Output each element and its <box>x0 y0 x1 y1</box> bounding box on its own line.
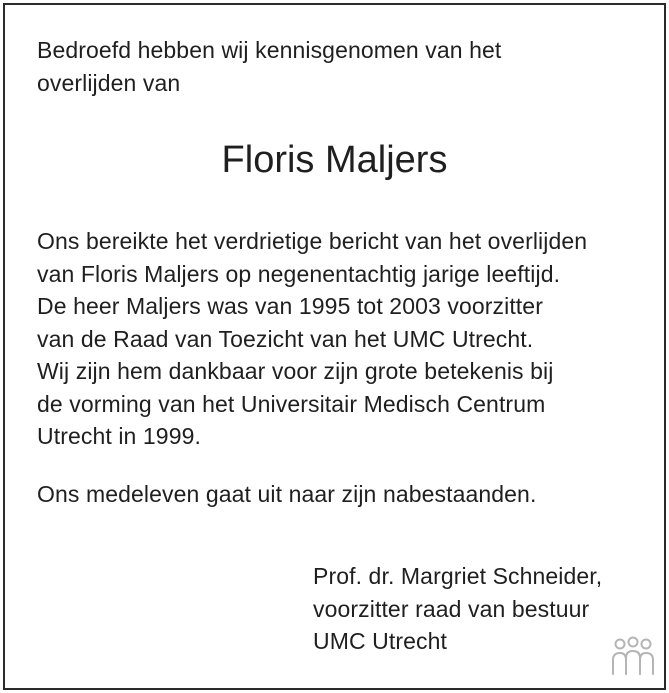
body-line: van de Raad van Toezicht van het UMC Utrecht. <box>37 325 534 352</box>
body-line: van Floris Maljers op negenentachtig jarige leeftijd. <box>37 260 561 287</box>
people-group-icon <box>610 636 656 678</box>
signature-block <box>313 560 653 658</box>
intro-line: overlijden van <box>37 69 181 96</box>
deceased-name: Floris Maljers <box>221 139 448 181</box>
signature-line: voorzitter raad van bestuur <box>313 595 590 622</box>
intro-text <box>37 34 637 99</box>
closing-text: Ons medeleven gaat uit naar zijn nabestaanden. <box>37 481 537 507</box>
signature-line: Prof. dr. Margriet Schneider, <box>313 563 603 589</box>
notice-body <box>37 225 647 453</box>
body-line: Utrecht in 1999. <box>37 423 201 449</box>
signature-line: UMC Utrecht <box>313 628 448 654</box>
body-line: De heer Maljers was van 1995 tot 2003 voorzitter <box>37 293 543 319</box>
body-line: Wij zijn hem dankbaar voor zijn grote betekenis bij <box>37 358 554 384</box>
intro-line: Bedroefd hebben wij kennisgenomen van het <box>37 37 502 63</box>
body-line: Ons bereikte het verdrietige bericht van het overlijden <box>37 228 588 254</box>
body-line: de vorming van het Universitair Medisch Centrum <box>37 390 546 417</box>
